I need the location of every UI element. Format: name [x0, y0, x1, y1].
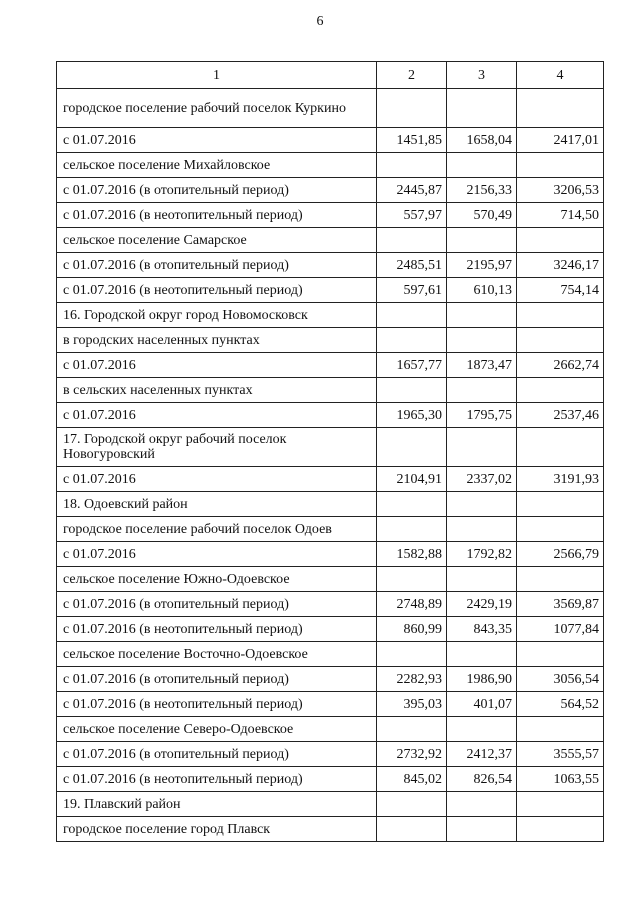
row-value-col4: 2417,01: [517, 128, 604, 153]
row-value-col2: [377, 378, 447, 403]
row-value-col3: 570,49: [447, 203, 517, 228]
row-value-col3: [447, 303, 517, 328]
column-header-1: 1: [57, 62, 377, 89]
row-label: с 01.07.2016 (в неотопительный период): [57, 278, 377, 303]
row-label: с 01.07.2016 (в неотопительный период): [57, 617, 377, 642]
row-value-col3: 826,54: [447, 767, 517, 792]
row-value-col3: 610,13: [447, 278, 517, 303]
row-value-col3: [447, 642, 517, 667]
row-value-col2: [377, 153, 447, 178]
row-value-col2: 597,61: [377, 278, 447, 303]
row-value-col2: [377, 642, 447, 667]
row-value-col4: [517, 89, 604, 128]
row-value-col4: 3191,93: [517, 467, 604, 492]
row-value-col3: [447, 153, 517, 178]
row-value-col4: 754,14: [517, 278, 604, 303]
row-value-col4: 1063,55: [517, 767, 604, 792]
table-row: [57, 592, 604, 617]
column-header-3: 3: [447, 62, 517, 89]
row-value-col4: [517, 492, 604, 517]
table-row: [57, 378, 604, 403]
row-label: с 01.07.2016: [57, 128, 377, 153]
row-value-col3: [447, 378, 517, 403]
row-label: с 01.07.2016: [57, 353, 377, 378]
row-value-col3: [447, 89, 517, 128]
row-label: с 01.07.2016 (в отопительный период): [57, 667, 377, 692]
table-row: [57, 428, 604, 467]
row-value-col2: [377, 517, 447, 542]
row-value-col4: 3569,87: [517, 592, 604, 617]
row-label: с 01.07.2016: [57, 403, 377, 428]
row-label: с 01.07.2016: [57, 542, 377, 567]
table-row: [57, 742, 604, 767]
row-label: сельское поселение Южно-Одоевское: [57, 567, 377, 592]
row-value-col4: [517, 642, 604, 667]
row-value-col4: 3206,53: [517, 178, 604, 203]
row-value-col4: [517, 792, 604, 817]
row-value-col2: 1582,88: [377, 542, 447, 567]
row-value-col4: 2662,74: [517, 353, 604, 378]
row-label: с 01.07.2016 (в неотопительный период): [57, 767, 377, 792]
row-label: городское поселение рабочий поселок Куркино: [57, 89, 377, 128]
row-value-col2: [377, 228, 447, 253]
row-value-col3: 2429,19: [447, 592, 517, 617]
row-value-col3: [447, 428, 517, 467]
row-label: сельское поселение Восточно-Одоевское: [57, 642, 377, 667]
table-row: [57, 642, 604, 667]
table-row: [57, 717, 604, 742]
row-value-col4: [517, 378, 604, 403]
row-label: 19. Плавский район: [57, 792, 377, 817]
row-value-col2: 557,97: [377, 203, 447, 228]
row-label: с 01.07.2016 (в неотопительный период): [57, 203, 377, 228]
row-value-col2: 2282,93: [377, 667, 447, 692]
row-value-col2: 2485,51: [377, 253, 447, 278]
row-value-col2: 2732,92: [377, 742, 447, 767]
row-value-col4: 2537,46: [517, 403, 604, 428]
row-value-col3: 401,07: [447, 692, 517, 717]
row-value-col2: 1451,85: [377, 128, 447, 153]
row-value-col2: 2104,91: [377, 467, 447, 492]
row-value-col4: 2566,79: [517, 542, 604, 567]
row-label: 18. Одоевский район: [57, 492, 377, 517]
row-value-col4: [517, 328, 604, 353]
row-value-col4: [517, 817, 604, 842]
row-label: с 01.07.2016 (в отопительный период): [57, 592, 377, 617]
table-row: [57, 403, 604, 428]
row-value-col3: [447, 817, 517, 842]
table-row: [57, 567, 604, 592]
row-value-col4: [517, 228, 604, 253]
row-value-col3: [447, 228, 517, 253]
row-value-col2: [377, 792, 447, 817]
column-header-2: 2: [377, 62, 447, 89]
table-row: [57, 492, 604, 517]
row-value-col2: [377, 428, 447, 467]
row-value-col4: 3555,57: [517, 742, 604, 767]
table-row: [57, 617, 604, 642]
row-label: с 01.07.2016 (в отопительный период): [57, 253, 377, 278]
table-row: [57, 692, 604, 717]
row-value-col3: [447, 328, 517, 353]
table-row: [57, 178, 604, 203]
column-header-4: 4: [517, 62, 604, 89]
tariff-table: [56, 61, 604, 842]
row-value-col4: [517, 153, 604, 178]
row-label: сельское поселение Северо-Одоевское: [57, 717, 377, 742]
row-value-col3: 2195,97: [447, 253, 517, 278]
row-label: городское поселение город Плавск: [57, 817, 377, 842]
row-label: в городских населенных пунктах: [57, 328, 377, 353]
row-value-col2: 860,99: [377, 617, 447, 642]
row-value-col2: [377, 717, 447, 742]
row-label: с 01.07.2016: [57, 467, 377, 492]
table-row: [57, 467, 604, 492]
row-value-col2: [377, 492, 447, 517]
row-label: в сельских населенных пунктах: [57, 378, 377, 403]
row-value-col3: 1792,82: [447, 542, 517, 567]
row-value-col3: 1795,75: [447, 403, 517, 428]
row-value-col4: 1077,84: [517, 617, 604, 642]
row-value-col2: [377, 817, 447, 842]
row-value-col4: [517, 567, 604, 592]
row-value-col4: 3056,54: [517, 667, 604, 692]
row-label: 16. Городской округ город Новомосковск: [57, 303, 377, 328]
table-row: [57, 303, 604, 328]
row-label: городское поселение рабочий поселок Одоев: [57, 517, 377, 542]
row-value-col2: 395,03: [377, 692, 447, 717]
table-row: [57, 817, 604, 842]
row-value-col2: 2748,89: [377, 592, 447, 617]
row-value-col4: [517, 517, 604, 542]
page-number: 6: [316, 14, 324, 29]
row-value-col2: [377, 89, 447, 128]
row-value-col2: 845,02: [377, 767, 447, 792]
row-value-col3: [447, 517, 517, 542]
table-row: [57, 792, 604, 817]
row-label: с 01.07.2016 (в неотопительный период): [57, 692, 377, 717]
row-value-col3: 1986,90: [447, 667, 517, 692]
row-label: сельское поселение Самарское: [57, 228, 377, 253]
table-row: [57, 542, 604, 567]
table-row: [57, 517, 604, 542]
table-row: [57, 278, 604, 303]
table-row: [57, 667, 604, 692]
row-value-col3: [447, 717, 517, 742]
row-value-col3: 1873,47: [447, 353, 517, 378]
row-value-col2: [377, 303, 447, 328]
table-row: [57, 153, 604, 178]
row-value-col4: [517, 428, 604, 467]
row-value-col3: 2412,37: [447, 742, 517, 767]
row-value-col3: 843,35: [447, 617, 517, 642]
row-value-col2: [377, 567, 447, 592]
table-row: [57, 767, 604, 792]
row-value-col2: 1657,77: [377, 353, 447, 378]
row-label: с 01.07.2016 (в отопительный период): [57, 178, 377, 203]
row-value-col4: [517, 303, 604, 328]
table-header-row: [57, 62, 604, 89]
table-row: [57, 228, 604, 253]
table-row: [57, 328, 604, 353]
row-value-col3: [447, 492, 517, 517]
table-body: [57, 89, 604, 842]
row-label: сельское поселение Михайловское: [57, 153, 377, 178]
row-value-col2: 2445,87: [377, 178, 447, 203]
row-label: с 01.07.2016 (в отопительный период): [57, 742, 377, 767]
row-label: 17. Городской округ рабочий поселок Новогуровский: [57, 428, 377, 467]
table-row: [57, 89, 604, 128]
table-row: [57, 203, 604, 228]
row-value-col2: [377, 328, 447, 353]
row-value-col3: 1658,04: [447, 128, 517, 153]
row-value-col2: 1965,30: [377, 403, 447, 428]
row-value-col3: [447, 567, 517, 592]
row-value-col3: [447, 792, 517, 817]
row-value-col4: 564,52: [517, 692, 604, 717]
table-row: [57, 253, 604, 278]
row-value-col3: 2156,33: [447, 178, 517, 203]
row-value-col3: 2337,02: [447, 467, 517, 492]
row-value-col4: [517, 717, 604, 742]
table-row: [57, 128, 604, 153]
row-value-col4: 3246,17: [517, 253, 604, 278]
row-value-col4: 714,50: [517, 203, 604, 228]
table-row: [57, 353, 604, 378]
